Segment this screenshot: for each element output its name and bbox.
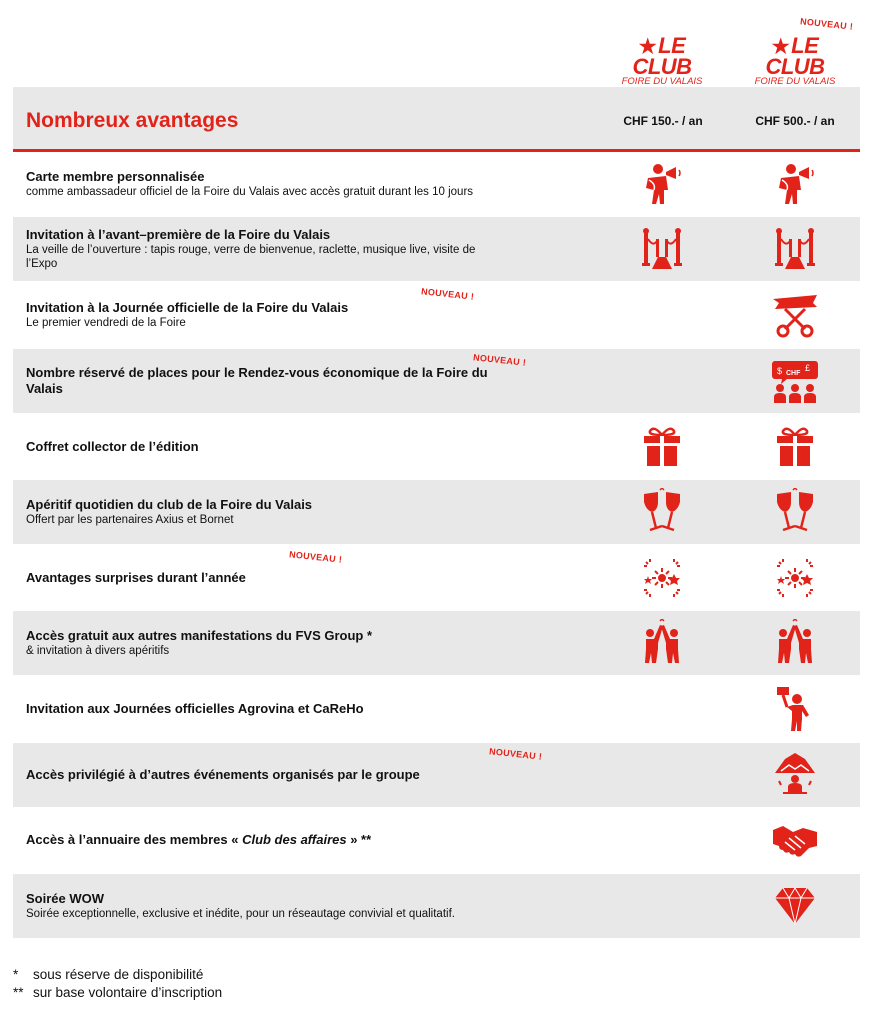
table-row — [13, 743, 860, 807]
table-row — [13, 677, 860, 741]
table-row — [13, 217, 860, 281]
svg-text:$: $ — [777, 366, 783, 376]
benefit-text — [26, 891, 496, 921]
benefit-text — [26, 832, 496, 848]
benefit-title: Invitation aux Journées officielles Agrovina et CaReHo — [26, 701, 364, 716]
benefit-text — [26, 169, 496, 199]
logo-title: LE CLUB — [632, 33, 692, 79]
logo-subtitle: FOIRE DU VALAIS — [621, 76, 703, 87]
table-row — [13, 415, 860, 479]
table-row — [13, 808, 860, 872]
nouveau-badge: NOUVEAU ! — [472, 352, 527, 368]
benefit-title: Accès gratuit aux autres manifestations du FVS Group * — [26, 628, 373, 643]
benefit-title: Apéritif quotidien du club de la Foire du Valais — [26, 497, 313, 512]
footnote-text: sur base volontaire d’inscription — [33, 985, 223, 1000]
logo-title: LE CLUB — [765, 33, 825, 79]
benefit-text — [26, 439, 496, 455]
benefit-title: Coffret collector de l’édition — [26, 439, 199, 454]
benefit-title-part: » ** — [346, 832, 372, 847]
nouveau-badge: NOUVEAU ! — [488, 746, 543, 762]
ribbon-scissors-icon — [771, 291, 819, 339]
benefit-title — [26, 832, 496, 848]
handshake-icon — [771, 816, 819, 864]
benefit-description: La veille de l’ouverture : tapis rouge, verre de bienvenue, raclette, musique live, visite de l’Expo — [26, 244, 476, 270]
table-row — [13, 349, 860, 413]
benefit-text — [26, 227, 496, 271]
table-row — [13, 152, 860, 216]
table-header — [13, 87, 860, 152]
benefit-description: Offert par les partenaires Axius et Bornet — [26, 514, 234, 526]
benefit-title: Invitation à l’avant–première de la Foire du Valais — [26, 227, 331, 242]
red-carpet-icon — [638, 225, 686, 273]
footnote-mark: * — [13, 967, 19, 982]
logo-subtitle: FOIRE DU VALAIS — [754, 76, 836, 87]
table-row — [13, 546, 860, 610]
benefit-title: Carte membre personnalisée — [26, 169, 205, 184]
fireworks-icon — [771, 554, 819, 602]
benefit-title-emphasis: Club des affaires — [242, 832, 347, 847]
benefit-text — [26, 497, 496, 527]
table-row — [13, 874, 860, 938]
price-club-des-affaires: CHF 500.- / an — [755, 114, 835, 128]
benefit-text — [26, 365, 496, 397]
diamond-icon — [771, 882, 819, 930]
benefit-text — [26, 300, 496, 330]
benefit-text — [26, 570, 496, 586]
fireworks-icon — [638, 554, 686, 602]
star-icon: ★ — [638, 36, 657, 58]
benefit-title: Invitation à la Journée officielle de la Foire du Valais — [26, 300, 349, 315]
wine-toast-icon — [638, 488, 686, 536]
gift-icon — [638, 423, 686, 471]
table-row — [13, 480, 860, 544]
benefit-text — [26, 628, 496, 658]
benefit-title-part: Accès à l’annuaire des membres « — [26, 832, 243, 847]
high-five-icon — [638, 619, 686, 667]
star-icon: ★ — [771, 36, 790, 58]
benefit-text — [26, 701, 496, 717]
footnote-mark: ** — [13, 985, 24, 1000]
benefit-title: Avantages surprises durant l’année — [26, 570, 246, 585]
audience-money-icon — [771, 357, 819, 405]
footnote — [13, 966, 222, 984]
red-carpet-icon — [771, 225, 819, 273]
svg-text:CHF: CHF — [786, 370, 801, 377]
table-row — [13, 611, 860, 675]
benefit-title: Soirée WOW — [26, 891, 105, 906]
megaphone-person-icon — [771, 160, 819, 208]
footnote-text: sous réserve de disponibilité — [33, 967, 204, 982]
benefit-title: Nombre réservé de places pour le Rendez-vous économique de la Foire du Valais — [26, 365, 488, 396]
footnote — [13, 984, 222, 1002]
benefit-description: Le premier vendredi de la Foire — [26, 317, 186, 329]
page-title: Nombreux avantages — [26, 109, 239, 132]
nouveau-badge: NOUVEAU ! — [420, 286, 475, 302]
high-five-icon — [771, 619, 819, 667]
svg-text:£: £ — [805, 363, 811, 373]
benefit-text — [26, 767, 496, 783]
nouveau-badge: NOUVEAU ! — [799, 16, 854, 32]
table-row — [13, 283, 860, 347]
price-club-des-amis: CHF 150.- / an — [623, 114, 703, 128]
wine-toast-icon — [771, 488, 819, 536]
benefit-description: comme ambassadeur officiel de la Foire du Valais avec accès gratuit durant les 10 jours — [26, 186, 474, 198]
benefit-title: Accès privilégié à d’autres événements organisés par le groupe — [26, 767, 420, 782]
megaphone-person-icon — [638, 160, 686, 208]
benefit-description: Soirée exceptionnelle, exclusive et inédite, pour un réseautage convivial et qualitatif. — [26, 908, 455, 920]
flag-person-icon — [771, 685, 819, 733]
gift-icon — [771, 423, 819, 471]
nouveau-badge: NOUVEAU ! — [288, 549, 343, 565]
benefit-description: & invitation à divers apéritifs — [26, 645, 170, 657]
vip-event-icon — [771, 751, 819, 799]
footnotes — [13, 966, 222, 1002]
